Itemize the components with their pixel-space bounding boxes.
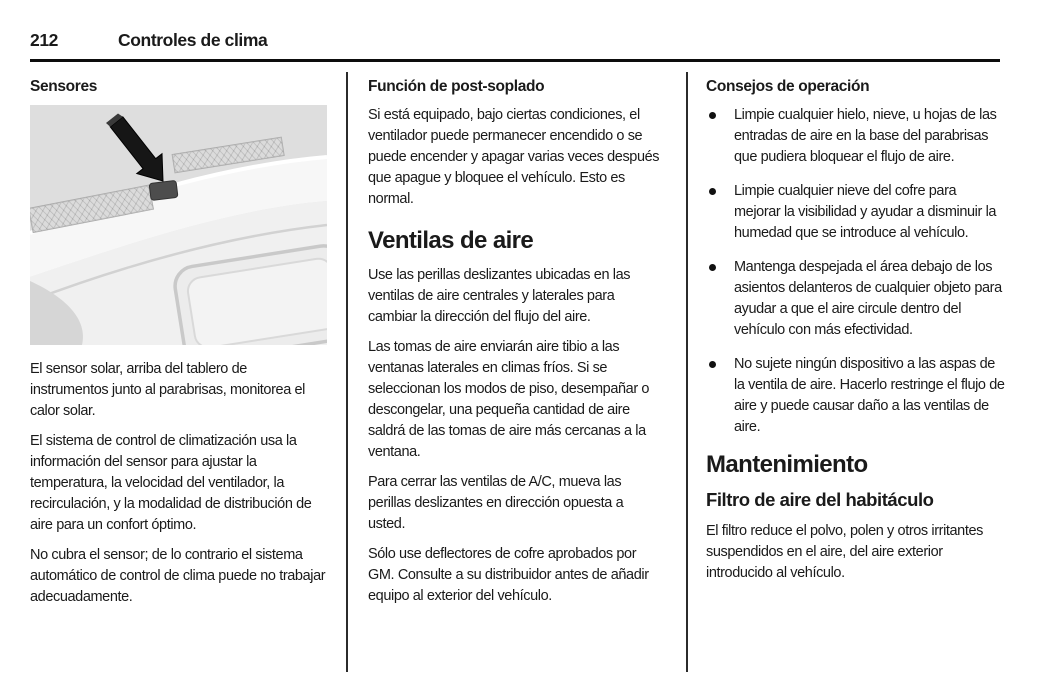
paragraph: No cubra el sensor; de lo contrario el sistema automático de control de clima puede no trabajar adecuadamente. xyxy=(30,547,326,605)
column-divider xyxy=(686,72,688,672)
sensors-heading: Sensores xyxy=(30,78,97,95)
list-item xyxy=(706,354,1006,438)
paragraph: El filtro reduce el polvo, polen y otros irritantes suspendidos en el aire, del aire exterior introducido al vehículo. xyxy=(706,523,983,581)
bullet-list xyxy=(706,105,1006,438)
cabin-air-filter-heading: Filtro de aire del habitáculo xyxy=(706,489,934,510)
bullet-icon xyxy=(709,361,716,368)
maintenance-heading: Mantenimiento xyxy=(706,451,868,478)
page-number: 212 xyxy=(30,30,58,50)
paragraph: Para cerrar las ventilas de A/C, mueva las perillas deslizantes en dirección opuesta a usted. xyxy=(368,474,624,532)
chapter-title: Controles de clima xyxy=(118,30,268,50)
solar-sensor-figure xyxy=(30,105,327,345)
list-item xyxy=(706,181,1006,244)
column-divider xyxy=(346,72,348,672)
paragraph: Las tomas de aire enviarán aire tibio a las ventanas laterales en climas fríos. Si se seleccionan los modos de piso, desempañar o descongelar, una pequeña cantidad de aire saldrá de las tomas de aire más cercanas a la ventana. xyxy=(368,339,650,460)
dashboard-illustration xyxy=(30,105,327,345)
paragraph: El sensor solar, arriba del tablero de instrumentos junto al parabrisas, monitorea el calor solar. xyxy=(30,361,305,419)
bullet-icon xyxy=(709,264,716,271)
list-item xyxy=(706,105,1006,168)
right-column xyxy=(706,78,1006,593)
paragraph: Si está equipado, bajo ciertas condiciones, el ventilador puede permanecer encendido o se puede encender y apagar varias veces después que apague y bloquee el vehículo. Esto es normal. xyxy=(368,107,660,207)
operation-tips-heading: Consejos de operación xyxy=(706,78,870,95)
air-vents-heading: Ventilas de aire xyxy=(368,227,534,254)
list-item-text: Mantenga despejada el área debajo de los asientos delanteros de cualquier objeto para ayudar a que el aire circule dentro del vehículo con más efectividad. xyxy=(734,259,1002,338)
list-item-text: Limpie cualquier nieve del cofre para mejorar la visibilidad y ayudar a disminuir la humedad que se introduce al vehículo. xyxy=(734,183,997,241)
bullet-icon xyxy=(709,112,716,119)
paragraph: El sistema de control de climatización usa la información del sensor para ajustar la temperatura, la velocidad del ventilador, la recirculación, y la modalidad de distribución de aire para un confort óptimo. xyxy=(30,433,312,533)
paragraph: Use las perillas deslizantes ubicadas en las ventilas de aire centrales y laterales para cambiar la dirección del flujo del aire. xyxy=(368,267,631,325)
solar-sensor xyxy=(149,180,178,200)
list-item-text: Limpie cualquier hielo, nieve, u hojas de las entradas de aire en la base del parabrisas que pudiera bloquear el flujo de aire. xyxy=(734,107,997,165)
bullet-icon xyxy=(709,188,716,195)
left-column xyxy=(30,78,328,617)
list-item xyxy=(706,257,1006,341)
middle-column xyxy=(368,78,661,616)
afterblow-heading: Función de post-soplado xyxy=(368,78,545,95)
paragraph: Sólo use deflectores de cofre aprobados por GM. Consulte a su distribuidor antes de añadir equipo al exterior del vehículo. xyxy=(368,546,649,604)
header-rule xyxy=(30,59,1000,62)
list-item-text: No sujete ningún dispositivo a las aspas de la ventila de aire. Hacerlo restringe el flujo de aire y puede causar daño a las ventilas de aire. xyxy=(734,356,1005,435)
